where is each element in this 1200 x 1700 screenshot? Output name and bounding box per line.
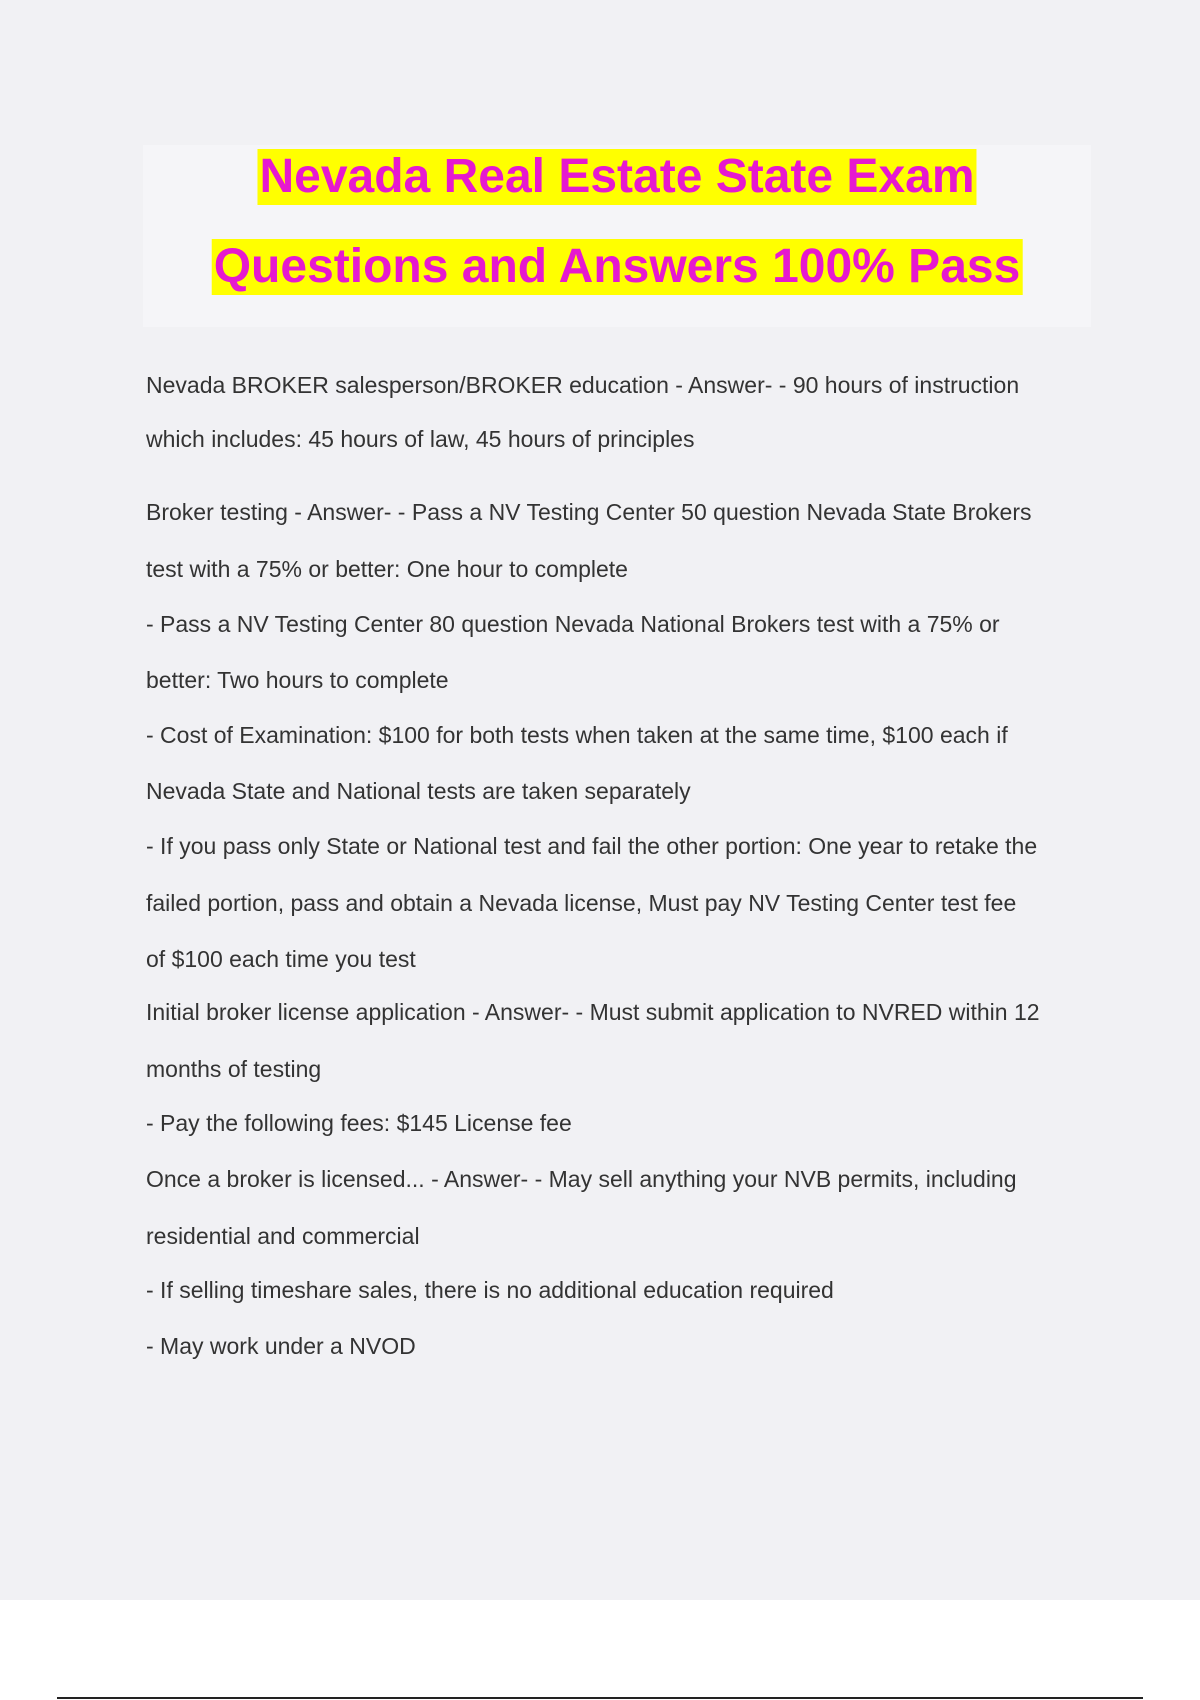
body-line: - If you pass only State or National test and fail the other portion: One year to retake the (146, 833, 1038, 859)
body-line: Broker testing - Answer- - Pass a NV Testing Center 50 question Nevada State Brokers (146, 499, 1032, 525)
body-line: Once a broker is licensed... - Answer- - May sell anything your NVB permits, including (146, 1166, 1017, 1192)
body-line: residential and commercial (146, 1223, 420, 1249)
body-line: Nevada State and National tests are taken separately (146, 778, 691, 804)
body-line: - Cost of Examination: $100 for both tests when taken at the same time, $100 each if (146, 722, 1008, 748)
body-line: Nevada BROKER salesperson/BROKER education - Answer- - 90 hours of instruction (146, 372, 1020, 398)
body-line: failed portion, pass and obtain a Nevada license, Must pay NV Testing Center test fee (146, 890, 1017, 916)
body-line: - Pass a NV Testing Center 80 question Nevada National Brokers test with a 75% or (146, 611, 1000, 637)
body-line: Initial broker license application - Answer- - Must submit application to NVRED within 12 (146, 999, 1040, 1025)
body-line: better: Two hours to complete (146, 667, 449, 693)
body-line: months of testing (146, 1056, 322, 1082)
body-line: - May work under a NVOD (146, 1333, 416, 1359)
body-line: - If selling timeshare sales, there is no additional education required (146, 1277, 834, 1303)
body-line: - Pay the following fees: $145 License fee (146, 1110, 572, 1136)
title-block (143, 145, 1091, 327)
footer-divider (57, 1697, 1143, 1699)
body-line: which includes: 45 hours of law, 45 hours of principles (146, 426, 695, 452)
body-line: test with a 75% or better: One hour to complete (146, 556, 628, 582)
document-title-line-1: Nevada Real Estate State Exam (259, 150, 975, 203)
document-title-line-2: Questions and Answers 100% Pass (213, 240, 1021, 293)
body-line: of $100 each time you test (146, 946, 416, 972)
